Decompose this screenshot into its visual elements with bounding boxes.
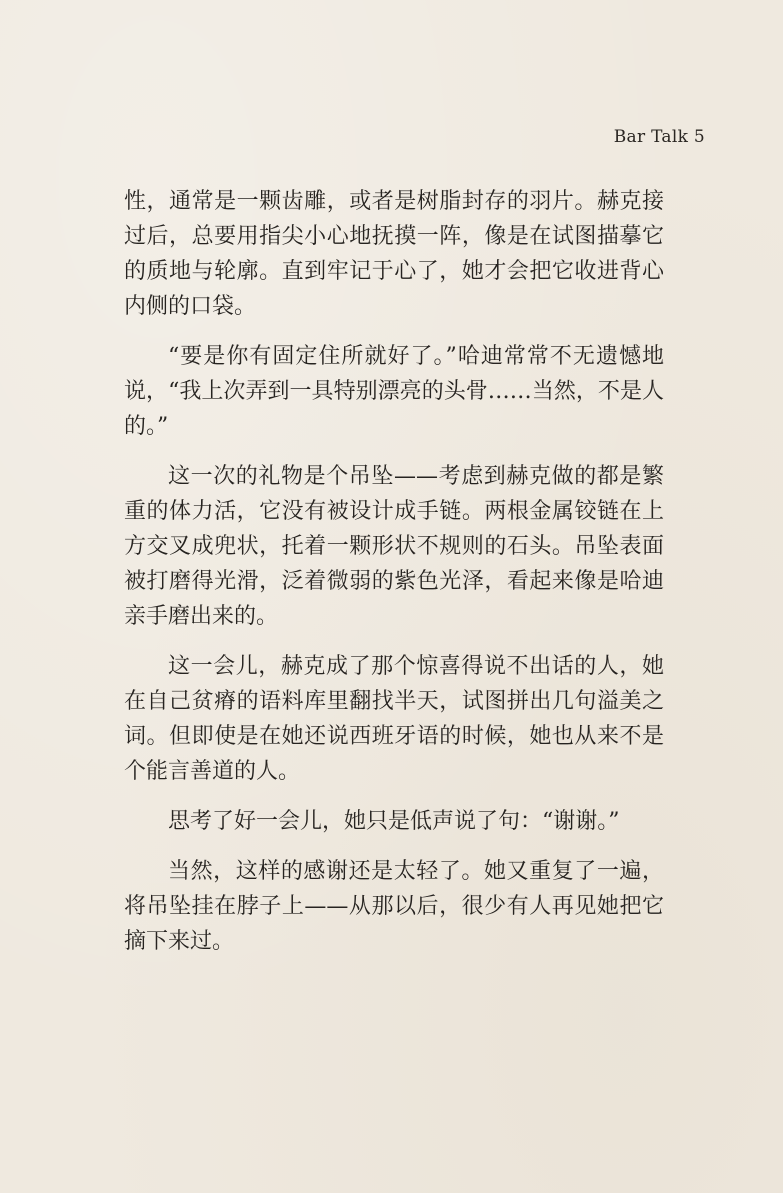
paragraph-thanks: 思考了好一会儿，她只是低声说了句：“谢谢。”: [168, 809, 620, 834]
running-head: Bar Talk 5: [613, 127, 705, 147]
body-text: [124, 184, 664, 974]
paragraph-dialogue-hardy: “要是你有固定住所就好了。”哈迪常常不无遗憾地说，“我上次弄到一具特别漂亮的头骨……当然，不是人的。”: [124, 344, 664, 439]
paragraph-speechless: 这一会儿，赫克成了那个惊喜得说不出话的人，她在自己贫瘠的语料库里翻找半天，试图拼出几句溢美之词。但即使是在她还说西班牙语的时候，她也从来不是个能言善道的人。: [124, 654, 664, 784]
paragraph-continued: 性，通常是一颗齿雕，或者是树脂封存的羽片。赫克接过后，总要用指尖小心地抚摸一阵，像是在试图描摹它的质地与轮廓。直到牢记于心了，她才会把它收进背心内侧的口袋。: [124, 189, 664, 319]
paragraph-ending: 当然，这样的感谢还是太轻了。她又重复了一遍，将吊坠挂在脖子上——从那以后，很少有人再见她把它摘下来过。: [124, 859, 664, 954]
paragraph-pendant-gift: 这一次的礼物是个吊坠——考虑到赫克做的都是繁重的体力活，它没有被设计成手链。两根金属铰链在上方交叉成兜状，托着一颗形状不规则的石头。吊坠表面被打磨得光滑，泛着微弱的紫色光泽，看起来像是哈迪亲手磨出来的。: [124, 464, 664, 629]
